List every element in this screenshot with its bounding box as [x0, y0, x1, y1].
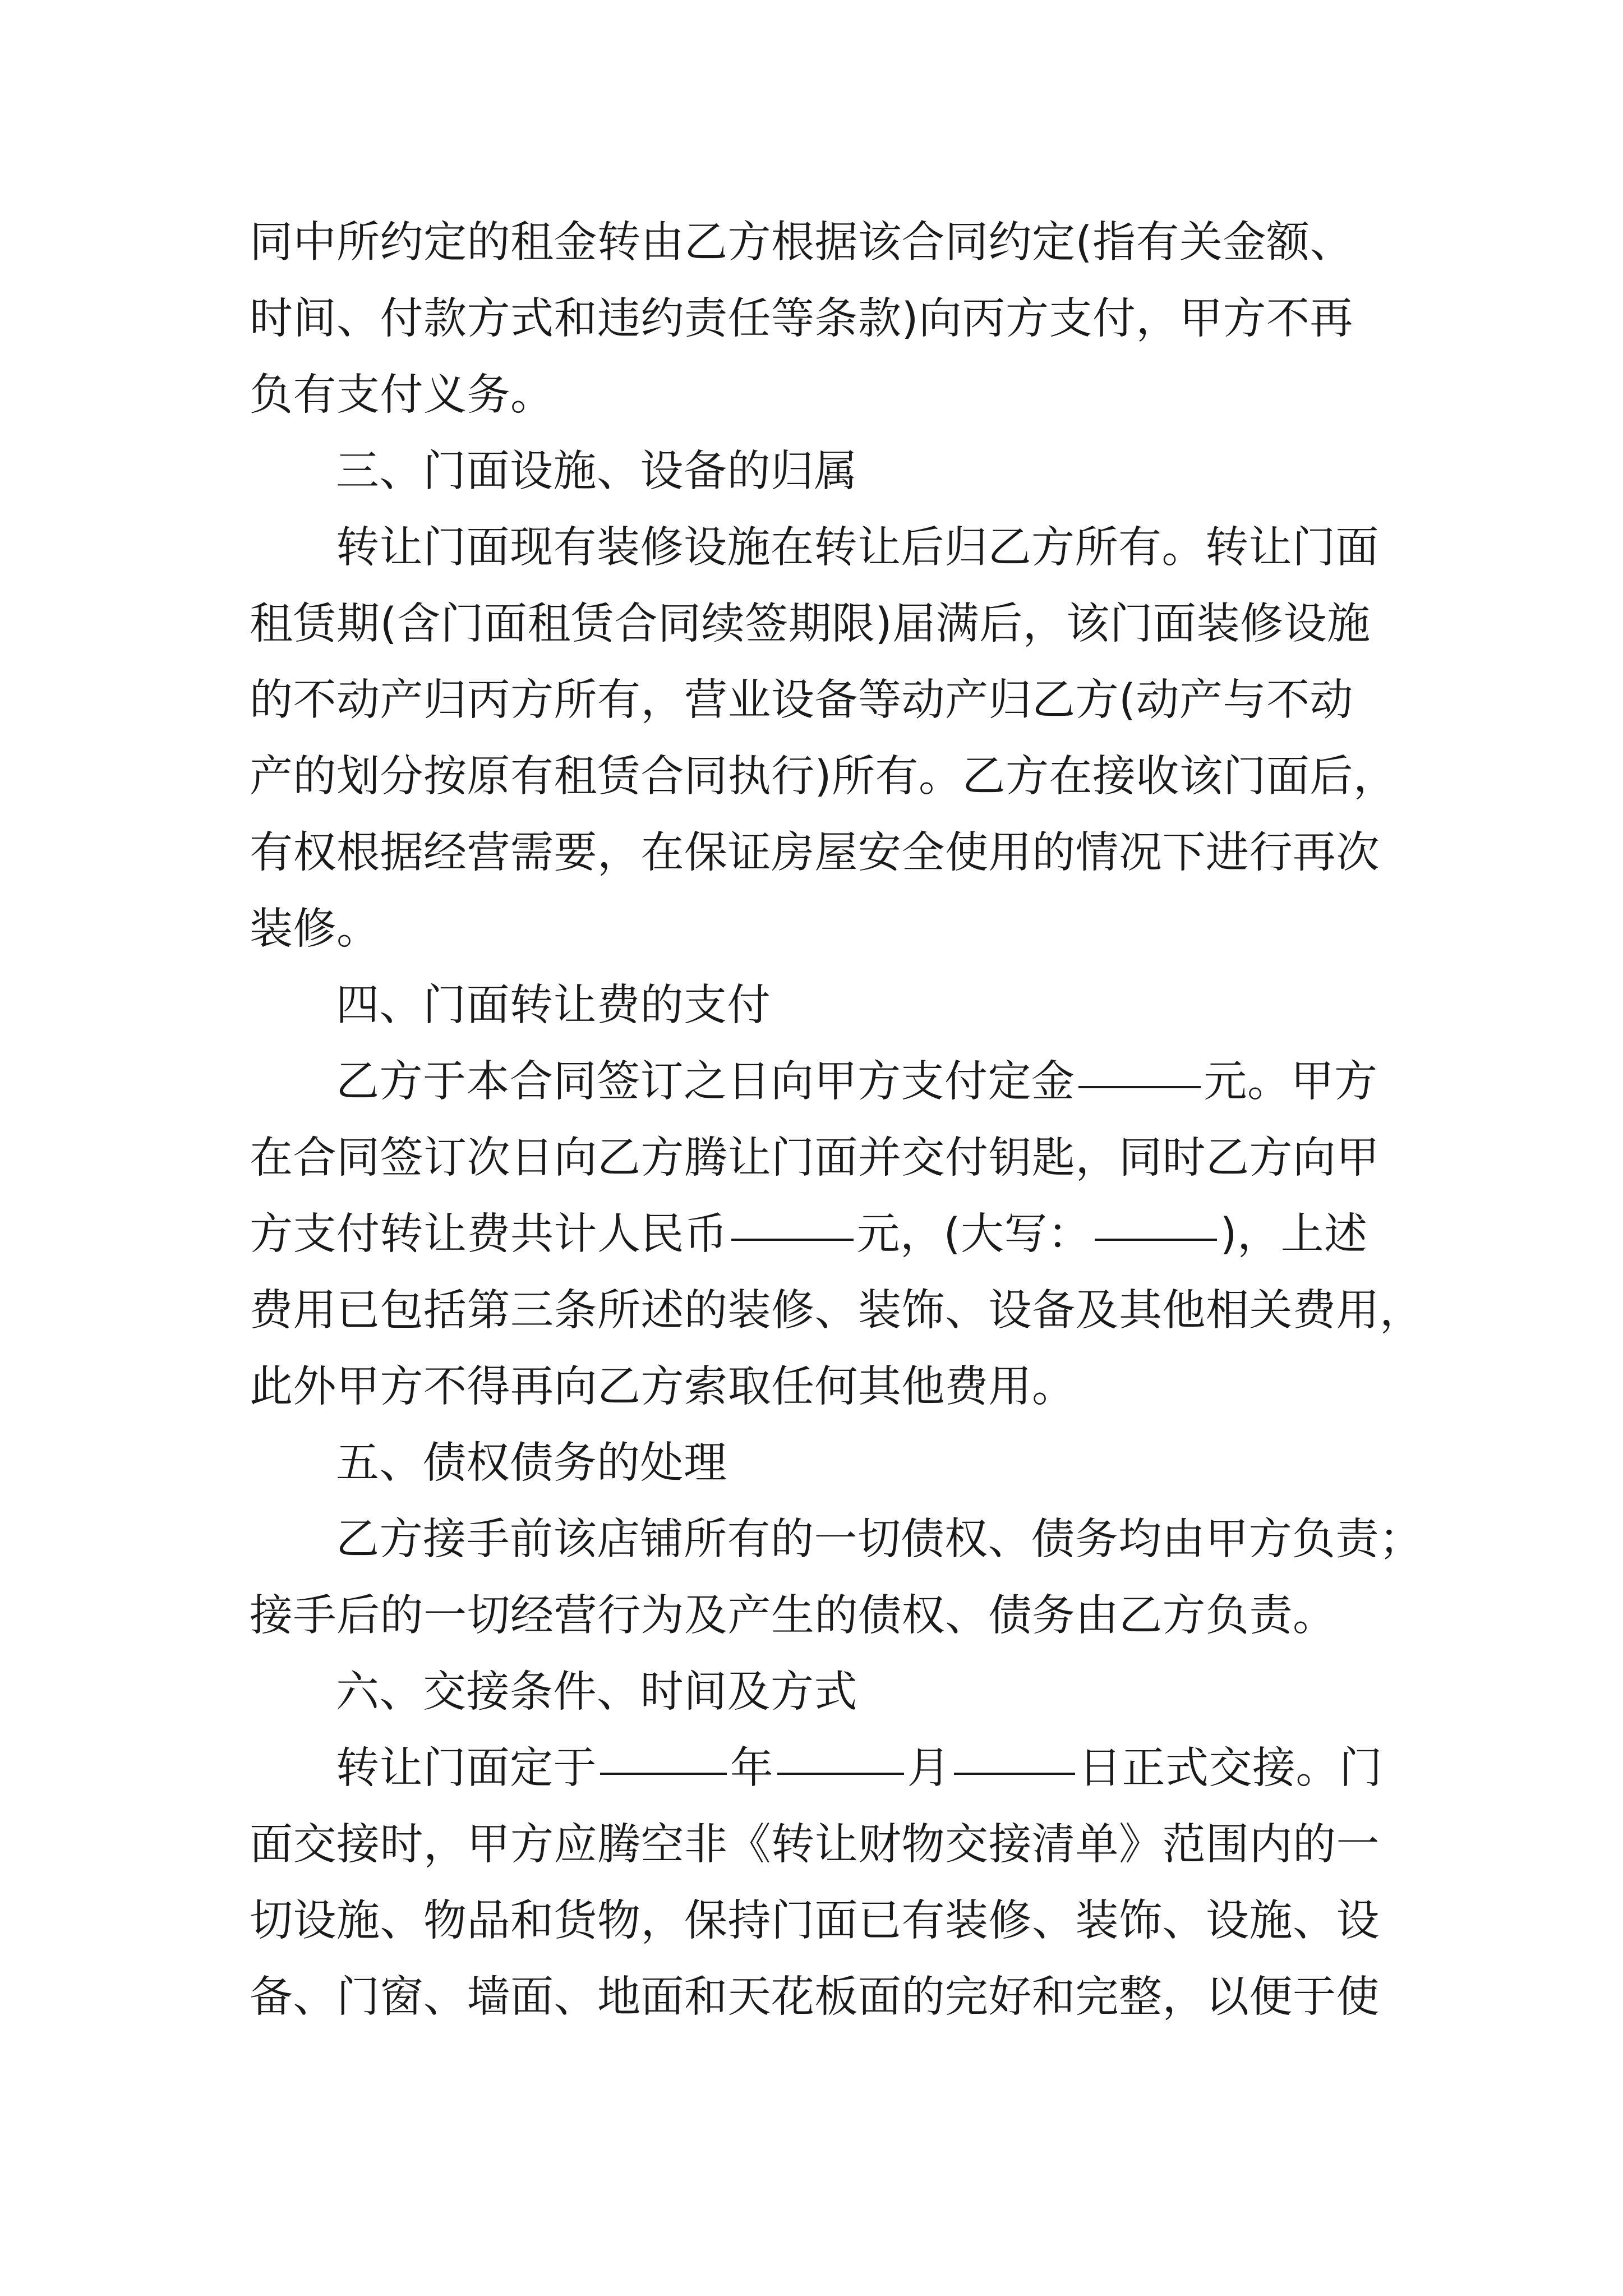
paragraph-line: 有权根据经营需要，在保证房屋安全使用的情况下进行再次: [250, 828, 1380, 878]
paragraph-line: 负有支付义务。: [250, 370, 554, 420]
text-segment: )，上述: [1220, 1209, 1368, 1259]
text-segment: 年: [730, 1743, 774, 1793]
document-page: [250, 205, 1423, 2036]
section-heading-5: 五、债权债务的处理: [336, 1438, 727, 1488]
text-segment: 方支付转让费共计人民币: [250, 1209, 728, 1259]
day-blank: [954, 1737, 1075, 1775]
paragraph-line: 同中所约定的租金转由乙方根据该合同约定(指有关金额、: [250, 218, 1354, 268]
year-blank: [600, 1737, 727, 1775]
paragraph-line: 费用已包括第三条所述的装修、装饰、设备及其他相关费用，: [250, 1286, 1423, 1336]
paragraph-line: 的不动产归丙方所有，营业设备等动产归乙方(动产与不动: [250, 675, 1354, 725]
month-blank: [777, 1737, 904, 1775]
paragraph-line: 备、门窗、墙面、地面和天花板面的完好和完整，以便于使: [250, 1972, 1380, 2022]
paragraph-line: 装修。: [250, 904, 380, 954]
paragraph-line: [250, 1044, 1394, 1120]
amount-in-words-blank: [1095, 1203, 1217, 1241]
section-heading-6: 六、交接条件、时间及方式: [336, 1667, 857, 1717]
paragraph-line: 时间、付款方式和违约责任等条款)向丙方支付，甲方不再: [250, 294, 1354, 344]
paragraph-line: 乙方接手前该店铺所有的一切债权、债务均由甲方负责；: [336, 1515, 1423, 1565]
section-heading-3: 三、门面设施、设备的归属: [336, 447, 857, 496]
text-segment: 转让门面定于: [336, 1743, 597, 1793]
paragraph-line: 此外甲方不得再向乙方索取任何其他费用。: [250, 1362, 1076, 1412]
paragraph-line: 在合同签订次日向乙方腾让门面并交付钥匙，同时乙方向甲: [250, 1133, 1380, 1183]
transfer-fee-blank: [731, 1203, 854, 1241]
paragraph-line: 转让门面现有装修设施在转让后归乙方所有。转让门面: [336, 523, 1379, 573]
deposit-amount-blank: [1078, 1050, 1201, 1088]
text-segment: 元。甲方: [1204, 1057, 1378, 1107]
paragraph-line: 产的划分按原有租赁合同执行)所有。乙方在接收该门面后，: [250, 752, 1397, 802]
text-segment: 日正式交接。门: [1078, 1743, 1383, 1793]
paragraph-line: 面交接时，甲方应腾空非《转让财物交接清单》范围内的一: [250, 1820, 1380, 1870]
paragraph-line: 接手后的一切经营行为及产生的债权、债务由乙方负责。: [250, 1591, 1336, 1641]
text-segment: 月: [907, 1743, 951, 1793]
paragraph-line: 租赁期(含门面租赁合同续签期限)届满后，该门面装修设施: [250, 599, 1371, 649]
paragraph-line: [250, 1731, 1394, 1807]
text-segment: 元，(大写：: [856, 1209, 1091, 1259]
paragraph-line: [250, 1197, 1394, 1273]
section-heading-4: 四、门面转让费的支付: [336, 981, 771, 1030]
text-segment: 乙方于本合同签订之日向甲方支付定金: [336, 1057, 1075, 1107]
paragraph-line: 切设施、物品和货物，保持门面已有装修、装饰、设施、设: [250, 1896, 1380, 1946]
